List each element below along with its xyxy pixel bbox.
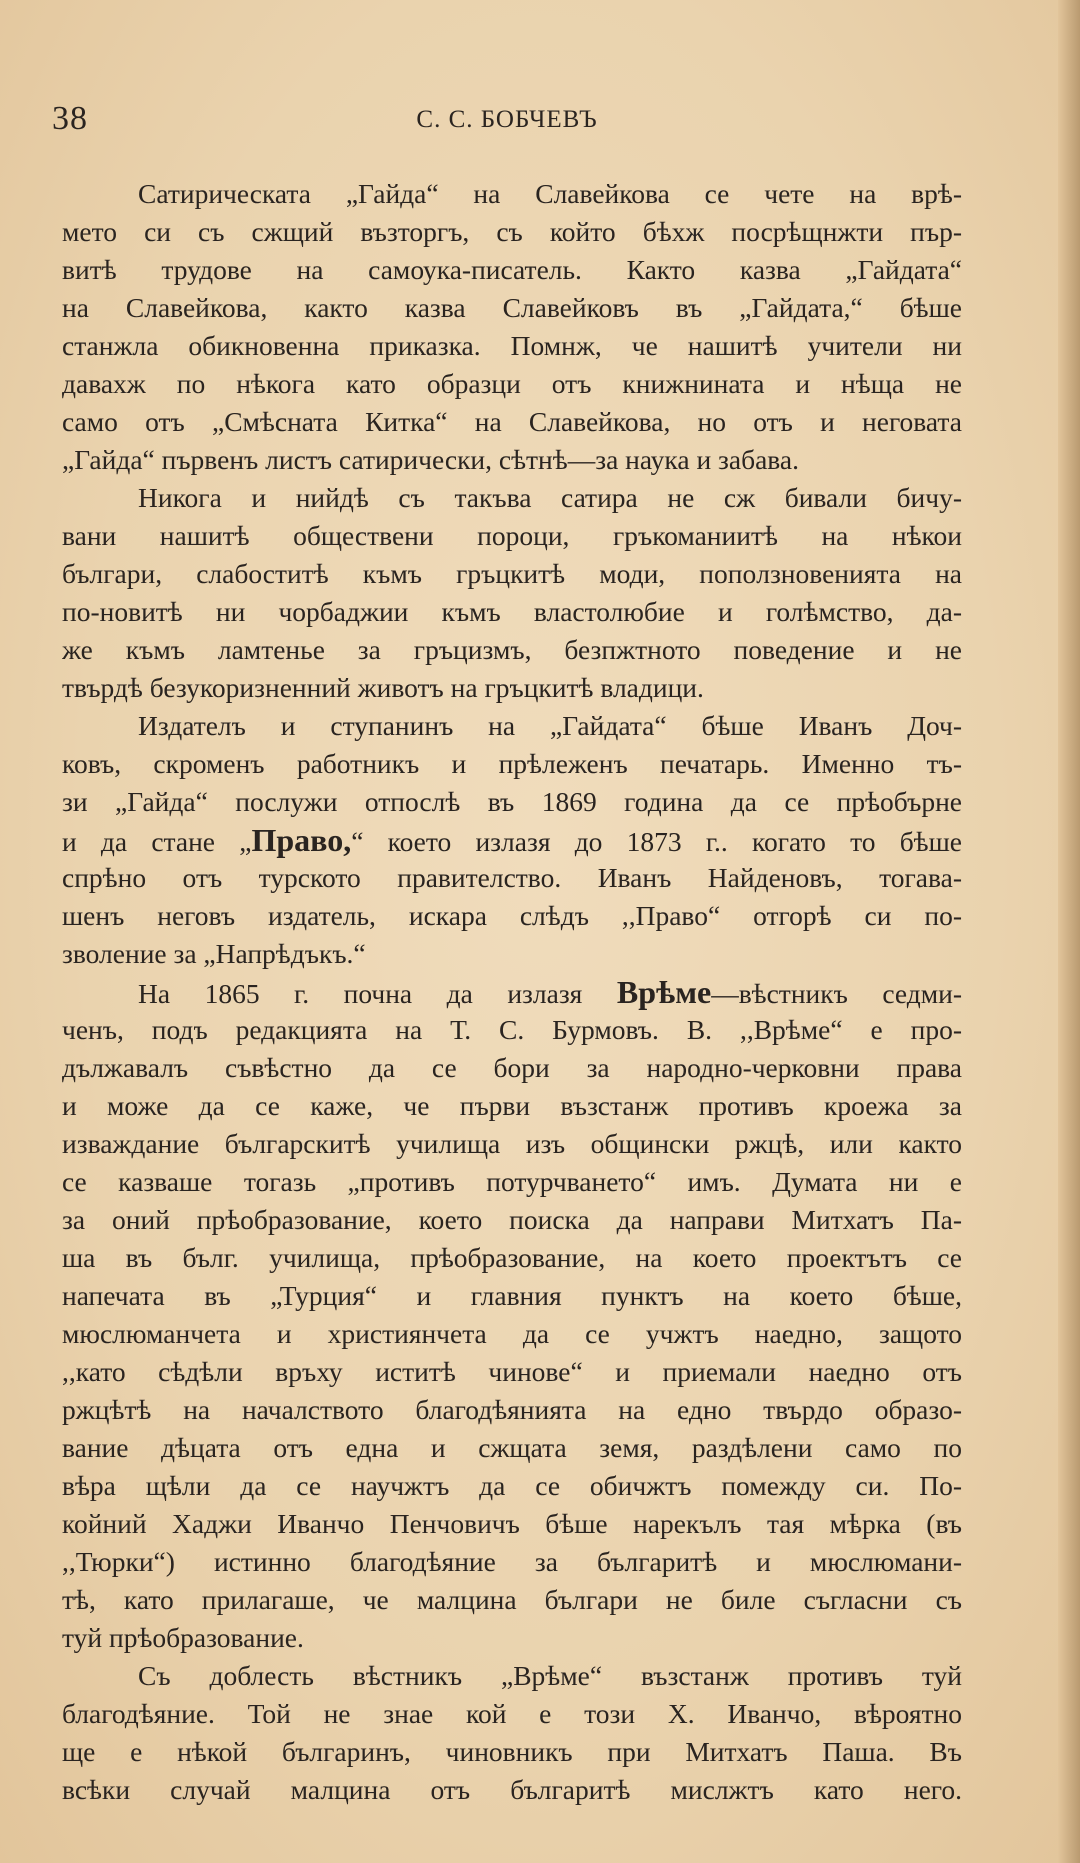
- text-line: [62, 1467, 962, 1505]
- text-line: [62, 175, 962, 213]
- text-run: ще е нѣкой българинъ, чиновникъ при Митхатъ Паша. Въ: [62, 1736, 962, 1767]
- body-text: [62, 175, 962, 1809]
- text-line: [62, 1049, 962, 1087]
- text-run: зволение за „Напрѣдъкъ.“: [62, 938, 366, 969]
- text-run: само отъ „Смѣсната Китка“ на Славейкова, но отъ и неговата: [62, 406, 962, 437]
- text-run: мето си съ сжщий възторгъ, съ който бѣхж посрѣщнжти пър-: [62, 216, 962, 247]
- text-line: [62, 707, 962, 745]
- text-line: [62, 897, 962, 935]
- text-run: по-новитѣ ни чорбаджии къмъ властолюбие и голѣмство, да-: [62, 596, 962, 627]
- text-line: [62, 1277, 962, 1315]
- text-run: и може да се каже, че първи възстанж противъ кроежа за: [62, 1090, 962, 1121]
- text-run: станжла обикновенна приказка. Помнж, че нашитѣ учители ни: [62, 330, 962, 361]
- text-line: [62, 631, 962, 669]
- text-line: [62, 327, 962, 365]
- text-run: ченъ, подъ редакцията на Т. С. Бурмовъ. В. ,,Врѣме“ е про-: [62, 1014, 962, 1045]
- text-run: Съ доблесть вѣстникъ „Врѣме“ възстанж противъ туй: [138, 1660, 962, 1691]
- text-run: зи „Гайда“ послужи отпослѣ въ 1869 година да се прѣобърне: [62, 786, 962, 817]
- text-run: изваждание българскитѣ училища изъ общински ржцѣ, или както: [62, 1128, 962, 1159]
- text-line: [62, 1087, 962, 1125]
- text-run: Никога и нийдѣ съ такъва сатира не сж бивали бичу-: [138, 482, 962, 513]
- text-line: [62, 517, 962, 555]
- text-line: [62, 1315, 962, 1353]
- bold-term: Право,: [251, 822, 352, 858]
- running-head-author: С. С. БОБЧЕВЪ: [416, 106, 598, 133]
- text-line: [62, 821, 962, 859]
- text-line: [62, 1353, 962, 1391]
- text-line: [62, 1505, 962, 1543]
- text-run: давахж по нѣкога като образци отъ книжнината и нѣща не: [62, 368, 962, 399]
- text-line: [62, 935, 962, 973]
- text-line: [62, 403, 962, 441]
- text-line: [62, 1733, 962, 1771]
- text-line: [62, 365, 962, 403]
- text-run: Издателъ и ступанинъ на „Гайдата“ бѣше Иванъ Доч-: [138, 710, 962, 741]
- text-line: [62, 441, 962, 479]
- text-run: “ което излазя до 1873 г.. когато то бѣше: [351, 826, 962, 857]
- text-line: [62, 745, 962, 783]
- page-number: 38: [52, 100, 88, 137]
- text-line: [62, 251, 962, 289]
- text-run: вание дѣцата отъ една и сжщата земя, раздѣлени само по: [62, 1432, 962, 1463]
- text-line: [62, 1581, 962, 1619]
- text-line: [62, 1695, 962, 1733]
- text-run: мюслюманчета и християнчета да се учжтъ наедно, защото: [62, 1318, 962, 1349]
- text-line: [62, 1771, 962, 1809]
- text-line: [62, 783, 962, 821]
- text-run: витѣ трудове на самоука-писатель. Както казва „Гайдата“: [62, 254, 962, 285]
- text-run: же къмъ ламтенье за гръцизмъ, безпжтното поведение и не: [62, 634, 962, 665]
- text-line: [62, 1543, 962, 1581]
- text-line: [62, 593, 962, 631]
- text-line: [62, 555, 962, 593]
- text-run: спрѣно отъ турското правителство. Иванъ Найденовъ, тогава-: [62, 862, 962, 893]
- text-run: койний Хаджи Иванчо Пенчовичъ бѣше нарекълъ тая мѣрка (въ: [62, 1508, 962, 1539]
- text-run: ша въ бълг. училища, прѣобразование, на което проектътъ се: [62, 1242, 962, 1273]
- text-run: Сатирическата „Гайда“ на Славейкова се чете на врѣ-: [138, 178, 962, 209]
- text-line: [62, 1619, 962, 1657]
- text-line: [62, 213, 962, 251]
- text-run: се казваше тогазь „противъ потурчването“ имъ. Думата ни е: [62, 1166, 962, 1197]
- text-run: ковъ, скроменъ работникъ и прѣлеженъ печатарь. Именно тъ-: [62, 748, 962, 779]
- text-line: [62, 1657, 962, 1695]
- text-line: [62, 669, 962, 707]
- text-line: [62, 1011, 962, 1049]
- page-edge-shadow: [1058, 0, 1080, 1863]
- text-line: [62, 973, 962, 1011]
- text-run: На 1865 г. почна да излазя: [138, 978, 617, 1009]
- text-run: —вѣстникъ седми-: [711, 978, 962, 1009]
- text-line: [62, 289, 962, 327]
- text-run: благодѣяние. Той не знае кой е този Х. Иванчо, вѣроятно: [62, 1698, 962, 1729]
- text-run: тѣ, като прилагаше, че малцина българи не биле съгласни съ: [62, 1584, 962, 1615]
- text-run: на Славейкова, както казва Славейковъ въ „Гайдата,“ бѣше: [62, 292, 962, 323]
- text-run: „Гайда“ първенъ листъ сатирически, сѣтнѣ—за наука и забава.: [62, 444, 800, 475]
- text-run: ржцѣтѣ на началството благодѣянията на едно твърдо образо-: [62, 1394, 962, 1425]
- page-header: [52, 100, 962, 150]
- text-line: [62, 1391, 962, 1429]
- text-run: всѣки случай малцина отъ българитѣ мислжтъ като него.: [62, 1774, 962, 1805]
- text-run: твърдѣ безукоризненний животъ на гръцкитѣ владици.: [62, 672, 704, 703]
- text-line: [62, 1201, 962, 1239]
- bold-term: Врѣме: [616, 974, 712, 1010]
- text-line: [62, 1163, 962, 1201]
- text-line: [62, 1239, 962, 1277]
- text-line: [62, 1429, 962, 1467]
- text-run: българи, слабоститѣ къмъ гръцкитѣ моди, попoлзновенията на: [62, 558, 962, 589]
- text-run: дължавалъ съвѣстно да се бори за народно-черковни права: [62, 1052, 962, 1083]
- text-run: вани нашитѣ обществени пороци, гръкоманиитѣ на нѣкои: [62, 520, 962, 551]
- text-line: [62, 479, 962, 517]
- text-line: [62, 859, 962, 897]
- text-run: и да стане „: [62, 826, 252, 857]
- text-run: ,,Тюрки“) истинно благодѣяние за българитѣ и мюслюмани-: [62, 1546, 962, 1577]
- text-line: [62, 1125, 962, 1163]
- text-run: вѣра щѣли да се научжтъ да се обичжтъ помежду си. По-: [62, 1470, 962, 1501]
- text-run: напечата въ „Турция“ и главния пунктъ на което бѣше,: [62, 1280, 962, 1311]
- text-run: шенъ неговъ издатель, искара слѣдъ ,,Право“ отгорѣ си по-: [62, 900, 962, 931]
- text-run: ,,като сѣдѣли връху иститѣ чинове“ и приемали наедно отъ: [62, 1356, 962, 1387]
- text-run: за оний прѣобразование, което поиска да направи Митхатъ Па-: [62, 1204, 962, 1235]
- text-run: туй прѣобразование.: [62, 1622, 304, 1653]
